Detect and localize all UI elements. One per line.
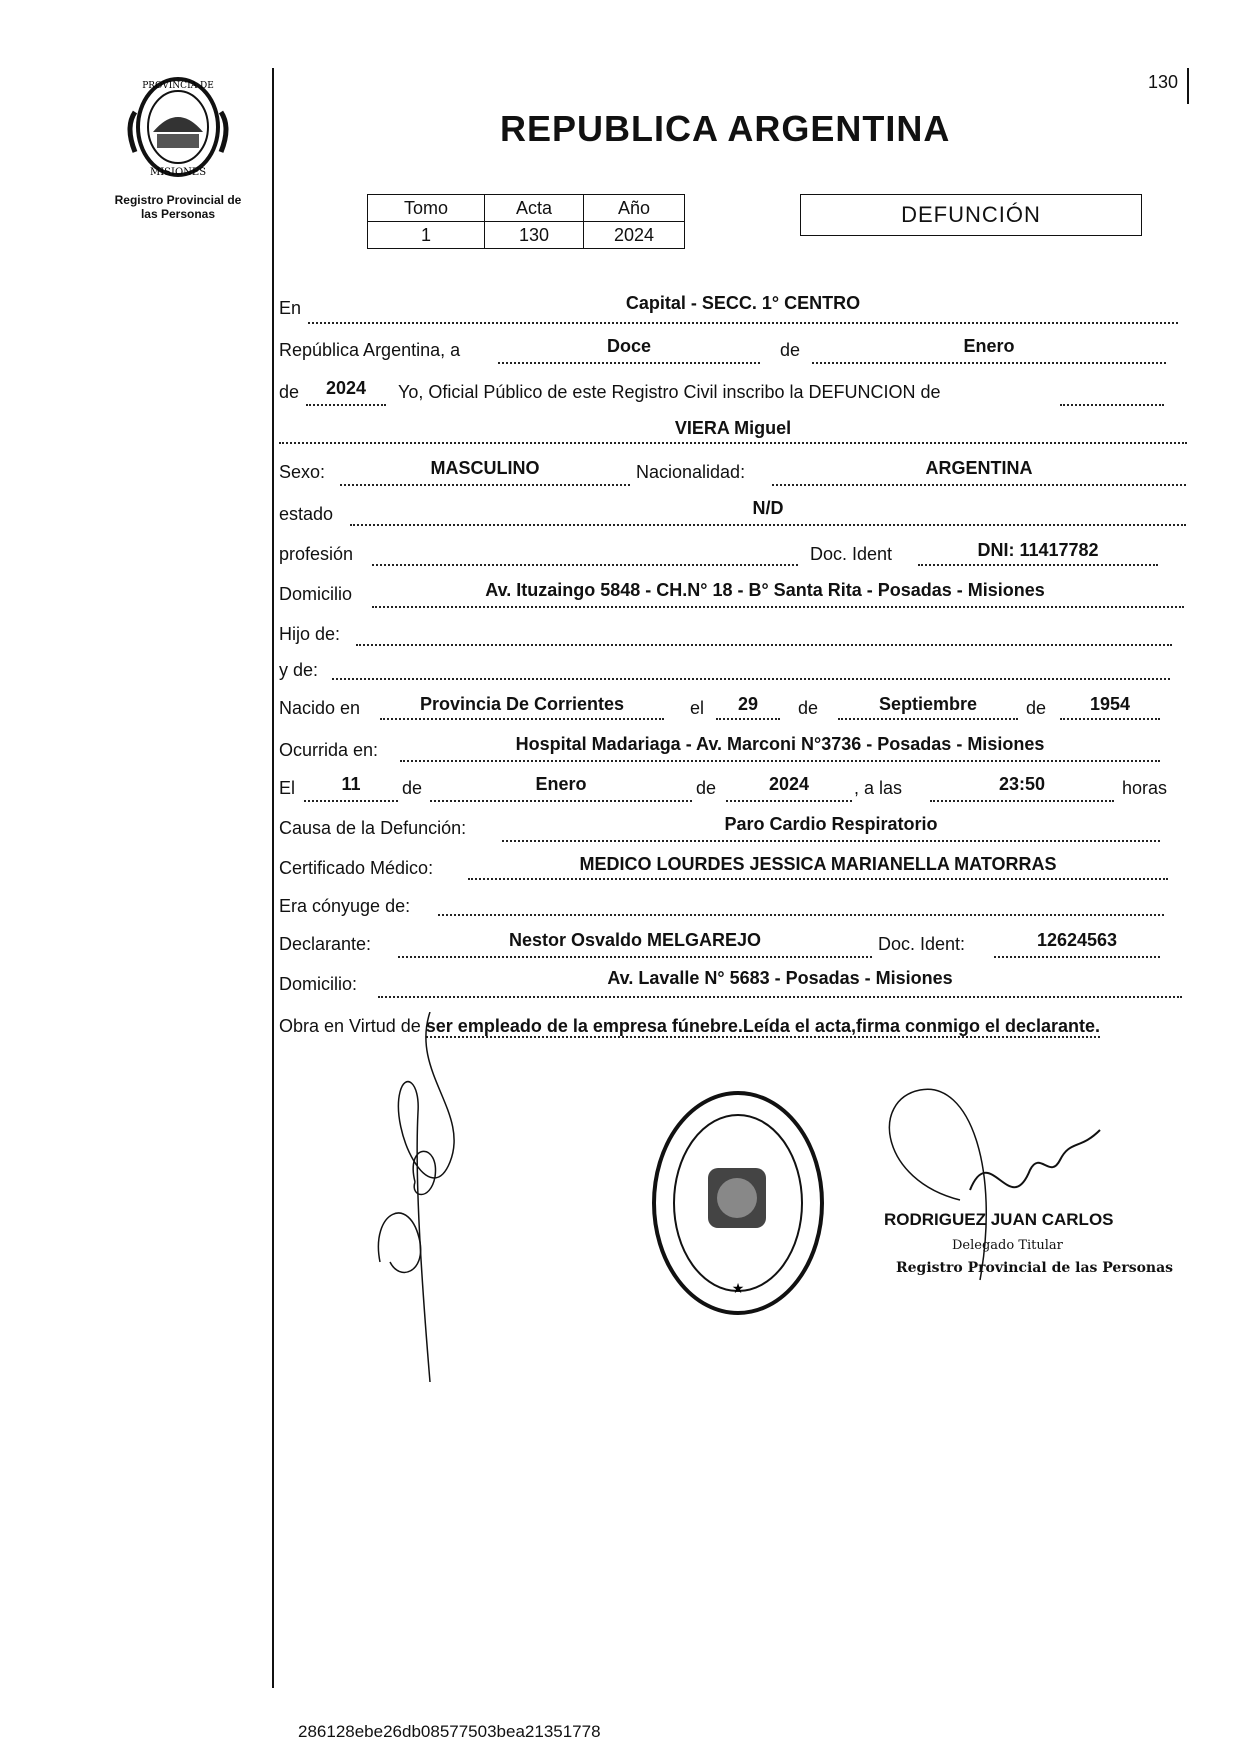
registry-logo-block xyxy=(108,72,248,221)
conyuge-line xyxy=(438,914,1164,916)
causa-value: Paro Cardio Respiratorio xyxy=(724,814,938,834)
sexo-label: Sexo: xyxy=(279,462,326,482)
svg-text:★: ★ xyxy=(731,1281,745,1297)
domicilio-line xyxy=(372,606,1184,608)
republica-label: República Argentina, a xyxy=(279,340,461,360)
def-mes-line xyxy=(430,800,692,802)
domicilio2-line xyxy=(378,996,1182,998)
domicilio2-label: Domicilio: xyxy=(279,974,358,994)
hora-value: 23:50 xyxy=(998,774,1046,794)
obra-text: ser empleado de la empresa fúnebre.Leída el acta,firma conmigo el declarante. xyxy=(425,1016,1101,1036)
nacionalidad-value: ARGENTINA xyxy=(925,458,1033,478)
doc-value: DNI: 11417782 xyxy=(977,540,1099,560)
def-de2-label: de xyxy=(696,778,717,798)
declarante-value: Nestor Osvaldo MELGAREJO xyxy=(508,930,762,950)
conyuge-label: Era cónyuge de: xyxy=(279,896,411,916)
profesion-line xyxy=(372,564,798,566)
domicilio2-value: Av. Lavalle N° 5683 - Posadas - Misiones xyxy=(607,968,953,988)
official-stamp xyxy=(648,1088,828,1318)
anio-header: Año xyxy=(584,195,685,222)
en-value: Capital - SECC. 1° CENTRO xyxy=(625,293,861,313)
anio-value: 2024 xyxy=(584,222,685,249)
horas-label: horas xyxy=(1122,778,1168,798)
dia-line xyxy=(498,362,760,364)
yo-text: Yo, Oficial Público de este Registro Civil inscribo la DEFUNCION de xyxy=(398,382,941,402)
mes-line xyxy=(812,362,1166,364)
def-dia-value: 11 xyxy=(341,774,361,794)
nacido-label: Nacido en xyxy=(279,698,361,718)
left-margin-rule xyxy=(272,68,274,1688)
mes-value: Enero xyxy=(963,336,1015,356)
domicilio-value: Av. Ituzaingo 5848 - CH.N° 18 - B° Santa Rita - Posadas - Misiones xyxy=(485,580,1045,600)
nac-dia-line xyxy=(716,718,780,720)
estado-value: N/D xyxy=(752,498,784,518)
hora-line xyxy=(930,800,1114,802)
en-label: En xyxy=(279,298,302,318)
nac-mes-line xyxy=(838,718,1018,720)
registry-caption-line2: las Personas xyxy=(140,207,216,221)
ocurrida-label: Ocurrida en: xyxy=(279,740,379,760)
def-anio-line xyxy=(726,800,852,802)
declarant-signature xyxy=(370,1012,490,1392)
nac-anio-value: 1954 xyxy=(1089,694,1131,714)
doc2-line xyxy=(994,956,1160,958)
tomo-header: Tomo xyxy=(368,195,485,222)
deceased-name: VIERA Miguel xyxy=(674,418,792,438)
tomo-value: 1 xyxy=(368,222,485,249)
hijo-label: Hijo de: xyxy=(279,624,341,644)
def-mes-value: Enero xyxy=(535,774,587,794)
nac-de2-label: de xyxy=(1026,698,1047,718)
cert-value: MEDICO LOURDES JESSICA MARIANELLA MATORRAS xyxy=(579,854,1057,874)
def-dia-line xyxy=(304,800,398,802)
record-type-box: DEFUNCIÓN xyxy=(800,194,1142,236)
cert-label: Certificado Médico: xyxy=(279,858,434,878)
en-line xyxy=(308,322,1178,324)
ocurrida-line xyxy=(400,760,1160,762)
domicilio-label: Domicilio xyxy=(279,584,353,604)
acta-header: Acta xyxy=(485,195,584,222)
registrar-org: Registro Provincial de las Personas xyxy=(896,1260,1174,1276)
cert-line xyxy=(468,878,1168,880)
doc-line xyxy=(918,564,1158,566)
def-de1-label: de xyxy=(402,778,423,798)
sexo-line xyxy=(340,484,630,486)
estado-label: estado xyxy=(279,504,334,524)
province-seal-logo xyxy=(123,72,233,182)
anio-prefix-label: de xyxy=(279,382,300,402)
profesion-label: profesión xyxy=(279,544,354,564)
yo-line xyxy=(1060,404,1164,406)
nacionalidad-label: Nacionalidad: xyxy=(636,462,746,482)
alas-label: , a las xyxy=(854,778,903,798)
de-label: de xyxy=(780,340,801,360)
nacionalidad-line xyxy=(772,484,1186,486)
acta-value: 130 xyxy=(485,222,584,249)
doc2-value: 12624563 xyxy=(1036,930,1118,950)
registry-caption xyxy=(108,193,248,221)
nacido-line xyxy=(380,718,664,720)
doc2-label: Doc. Ident: xyxy=(878,934,966,954)
ocurrida-value: Hospital Madariaga - Av. Marconi N°3736 - Posadas - Misiones xyxy=(515,734,1045,754)
right-margin-mark xyxy=(1187,68,1189,104)
yde-line xyxy=(332,678,1170,680)
svg-text:PROVINCIA DE: PROVINCIA DE xyxy=(142,81,214,91)
estado-line xyxy=(350,524,1186,526)
declarante-line xyxy=(398,956,872,958)
document-hash: 286128ebe26db08577503bea21351778 xyxy=(298,1722,601,1741)
yde-label: y de: xyxy=(279,660,319,680)
nac-de1-label: de xyxy=(798,698,819,718)
page-number: 130 xyxy=(1148,72,1179,92)
registrar-role: Delegado Titular xyxy=(952,1238,1063,1253)
def-anio-value: 2024 xyxy=(768,774,810,794)
doc-label: Doc. Ident xyxy=(810,544,893,564)
record-table xyxy=(367,194,685,249)
hijo-line xyxy=(356,644,1172,646)
el-label: el xyxy=(690,698,705,718)
nac-dia-value: 29 xyxy=(737,694,759,714)
dia-value: Doce xyxy=(606,336,651,356)
page-title: REPUBLICA ARGENTINA xyxy=(500,108,951,149)
anio-value: 2024 xyxy=(325,378,367,398)
causa-line xyxy=(502,840,1160,842)
registrar-name: RODRIGUEZ JUAN CARLOS xyxy=(884,1210,1114,1229)
sexo-value: MASCULINO xyxy=(430,458,540,478)
anio-line xyxy=(306,404,386,406)
obra-label: Obra en Virtud de xyxy=(279,1016,421,1036)
causa-label: Causa de la Defunción: xyxy=(279,818,467,838)
nombre-line xyxy=(279,442,1187,444)
declarante-label: Declarante: xyxy=(279,934,372,954)
registry-caption-line1: Registro Provincial de xyxy=(114,193,242,207)
nac-mes-value: Septiembre xyxy=(878,694,978,714)
nacido-value: Provincia De Corrientes xyxy=(419,694,625,714)
el2-label: El xyxy=(279,778,296,798)
nac-anio-line xyxy=(1060,718,1160,720)
svg-text:MISIONES: MISIONES xyxy=(149,167,207,178)
